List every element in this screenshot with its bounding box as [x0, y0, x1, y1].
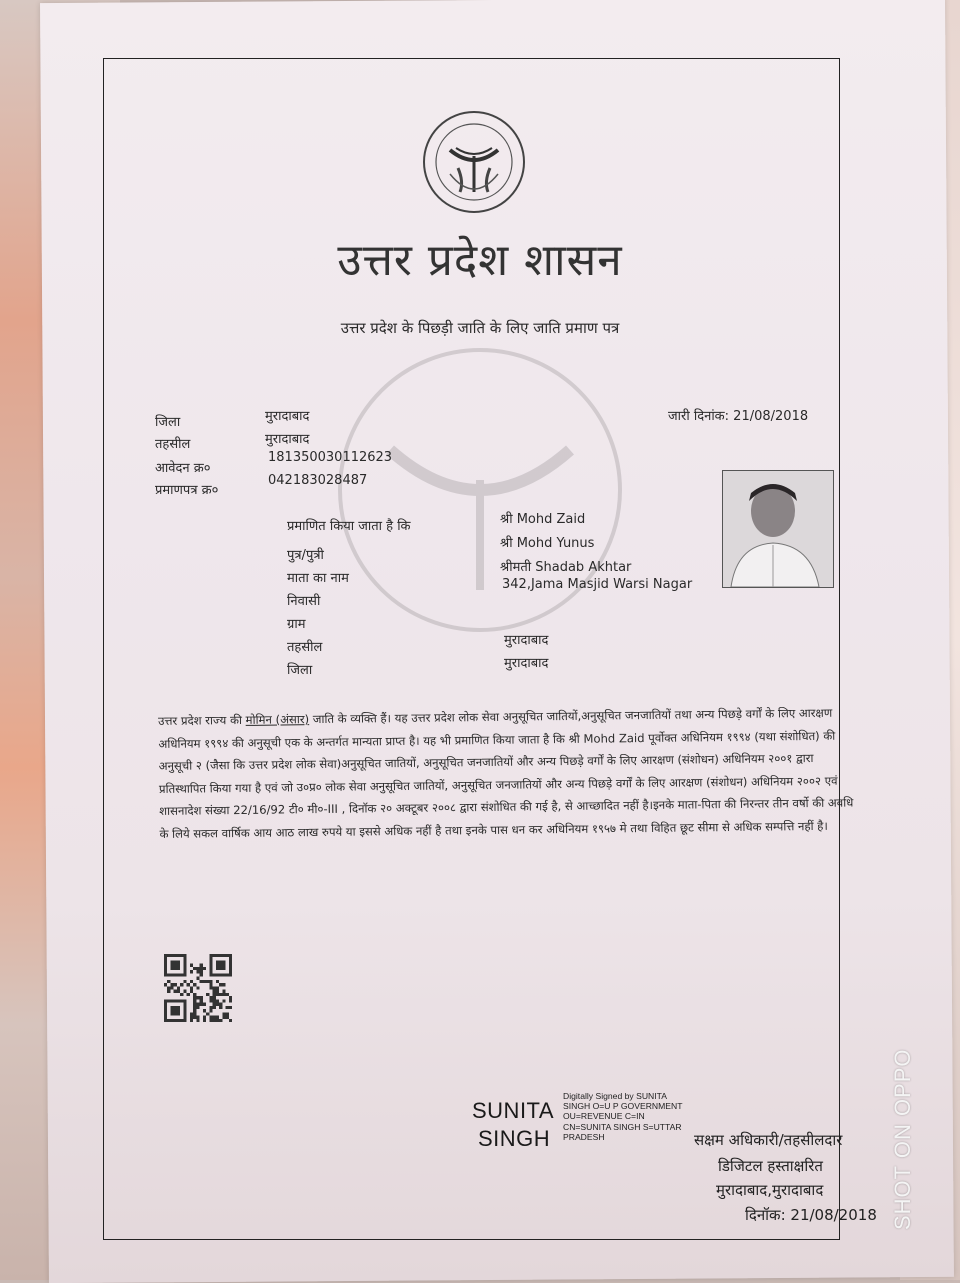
signature-date: दिनॉक: 21/08/2018 — [745, 1206, 877, 1224]
applicant-name: श्री Mohd Zaid — [500, 512, 586, 527]
father-name: श्री Mohd Yunus — [500, 536, 595, 551]
page-subtitle: उत्तर प्रदेश के पिछड़ी जाति के लिए जाति प्रमाण पत्र — [340, 319, 620, 337]
village-label: ग्राम — [287, 617, 306, 632]
certificate-no-label: प्रमाणपत्र क्र० — [155, 483, 219, 498]
certificate-no-value: 042183028487 — [268, 473, 368, 488]
state-emblem-icon — [420, 108, 528, 216]
officer-location: मुरादाबाद,मुरादाबाद — [716, 1181, 824, 1199]
mother-name: श्रीमती Shadab Akhtar — [500, 560, 632, 575]
qr-code-icon — [164, 954, 232, 1022]
certify-label: प्रमाणित किया जाता है कि — [287, 519, 411, 534]
son-daughter-label: पुत्र/पुत्री — [287, 548, 324, 563]
officer-designation: सक्षम अधिकारी/तहसीलदार — [694, 1131, 843, 1149]
tehsil-value: मुरादाबाद — [265, 432, 310, 447]
issue-date: जारी दिनांक: 21/08/2018 — [668, 409, 809, 424]
body-part1: उत्तर प्रदेश राज्य की — [158, 712, 246, 728]
person-district-label: जिला — [287, 663, 313, 678]
tehsil-label: तहसील — [155, 437, 191, 452]
mother-label: माता का नाम — [287, 571, 349, 586]
body-part2: जाति के व्यक्ति हैं। यह उत्तर प्रदेश लोक सेवा अनुसूचित जातियों,अनुसूचित जनजातियों तथा अन्य पिछड़े वर्गों के लिए आरक्षण अधिनियम १९९४ की अनुसूची एक के अन्तर्गत मान्यता प्राप्त है। यह भी प्रमाणित किया जाता है कि श्री Mohd Zaid पूर्वोक्त अधिनियम १९९४ (यथा संशोधित) की अनुसूची २ (जैसा कि उत्तर प्रदेश लोक सेवा)अनुसूचित जातियों, अनुसूचित जनजातियों और अन्य पिछड़े वर्गों के लिए आरक्षण (संशोधन) अधिनियम २००१ द्वारा प्रतिस्थापित किया गया है एवं जो उ०प्र० लोक सेवा अनुसूचित जातियों, अनुसूचित जनजातियों और अन्य पिछड़े वर्गों के लिए आरक्षण (संशोधन) अधिनियम २००२ एवं शासनादेश संख्या 22/16/92 टी० मी०-III , दिनॉक २० अक्टूबर २००८ द्वारा संशोधित की गई है, से आच्छादित नहीं है।इनके माता-पिता की निरन्तर तीन वर्षो की अवधि के लिये सकल वार्षिक आय आठ लाख रुपये या इससे अधिक नहीं है तथा इनके पास धन कर अधिनियम १९५७ मे तथा विहित छूट सीमा से अधिक सम्पत्ति नहीं है। — [158, 705, 854, 841]
district-value: मुरादाबाद — [265, 409, 310, 424]
application-no-label: आवेदन क्र० — [155, 461, 211, 476]
watermark-emblem-icon — [330, 340, 630, 640]
address-value: 342,Jama Masjid Warsi Nagar — [502, 577, 693, 592]
district-label: जिला — [155, 415, 181, 430]
signer-first-name: SUNITA — [472, 1098, 555, 1123]
camera-watermark: SHOT ON OPPO — [890, 1048, 915, 1230]
person-district-value: मुरादाबाद — [504, 656, 549, 671]
application-no-value: 181350030112623 — [268, 450, 393, 465]
digitally-signed-label: डिजिटल हस्ताक्षरित — [718, 1157, 823, 1175]
page-title: उत्तर प्रदेश शासन — [337, 235, 623, 286]
resident-label: निवासी — [287, 594, 321, 609]
person-tehsil-value: मुरादाबाद — [504, 633, 549, 648]
signer-last-name: SINGH — [478, 1126, 551, 1151]
caste-name: मोमिन (अंसार) — [245, 712, 310, 727]
applicant-photo — [722, 470, 834, 588]
certificate-body — [158, 701, 865, 845]
person-photo-icon — [723, 471, 833, 587]
digital-signature-details: Digitally Signed by SUNITA SINGH O=U P GOVERNMENT OU=REVENUE C=IN CN=SUNITA SINGH S=UTTAR PRADESH — [563, 1091, 683, 1142]
person-tehsil-label: तहसील — [287, 640, 323, 655]
